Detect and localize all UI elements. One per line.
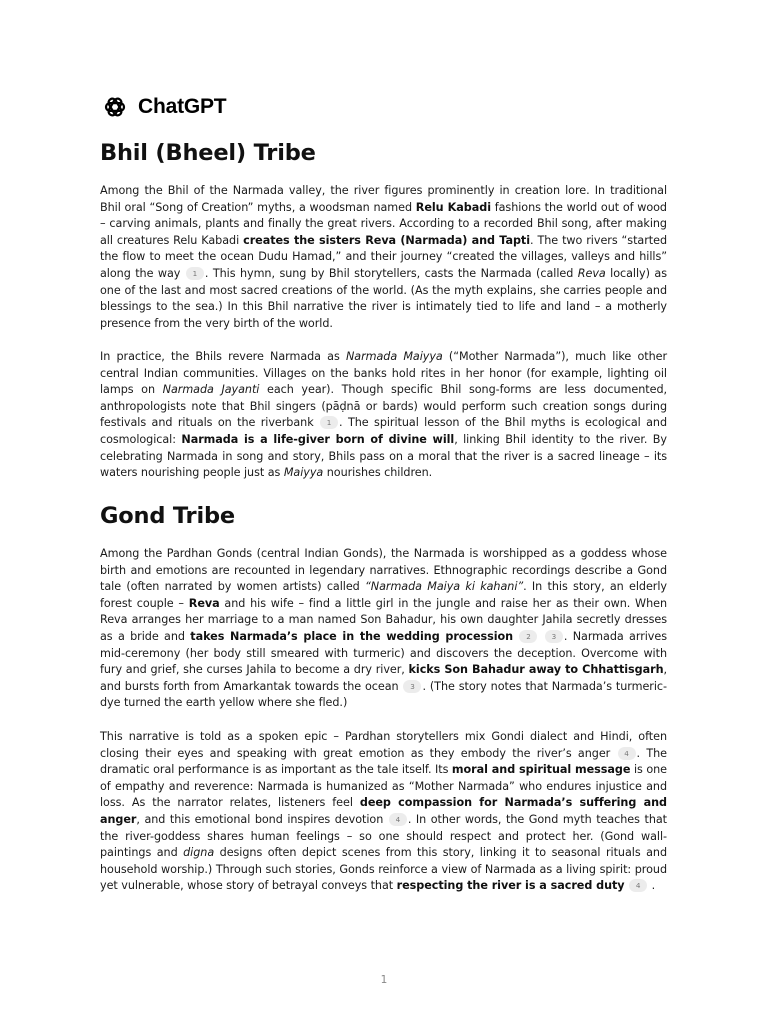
section-title-bhil: Bhil (Bheel) Tribe xyxy=(100,140,316,166)
text-run: and his wife – find a little girl in the jungle and raise her as their own. When Reva arranges her marriage to a man named Son Bahadur, his own daughter Jahila secretly dresses as a bride and xyxy=(100,596,667,643)
text-run xyxy=(625,879,629,892)
text-run: . xyxy=(648,879,656,893)
text-run: In practice, the Bhils revere Narmada as xyxy=(100,350,346,363)
text-run: . In this story, an elderly forest couple – xyxy=(100,580,667,610)
text-run: . This hymn, sung by Bhil storytellers, casts the Narmada (called xyxy=(204,266,578,280)
section-title-gond: Gond Tribe xyxy=(100,503,235,529)
text-run xyxy=(513,630,518,643)
citation-badge: 4 xyxy=(618,747,636,760)
bold-text: Narmada is a life-giver born of divine will xyxy=(181,432,455,446)
text-run: locally) as one of the last and most sacred creations of the world. (As the myth explains, she carries people and blessings to the sea.) In this Bhil narrative the river is intimately tied to life and land – a motherly presence from the very birth of the world. xyxy=(100,266,667,330)
italic-text: “Narmada Maiya ki kahani” xyxy=(365,580,524,594)
text-run: Among the Pardhan Gonds (central Indian Gonds), the Narmada is worshipped as a goddess whose birth and emotions are recounted in legendary narratives. Ethnographic recordings describe a Gond tale (often narrated by women artists) called xyxy=(100,547,667,594)
text-run: each year). Though specific Bhil song-forms are less documented, anthropologists note that Bhil singers (pāḍnā or bards) would perform such creation songs during festivals and rituals on the riverbank xyxy=(100,383,668,430)
text-run: , linking Bhil identity to the river. By celebrating Narmada in song and story, Bhils pass on a moral that the river is a sacred lineage – its waters nourishing people just as xyxy=(100,432,667,480)
text-run xyxy=(538,630,543,643)
text-run: . Narmada arrives mid-ceremony (her body still smeared with turmeric) and discovers the deception. Overcome with fury and grief, she curses Jahila to become a dry river, xyxy=(100,629,667,677)
text-run: . The dramatic oral performance is as important as the tale itself. Its xyxy=(100,746,667,777)
citation-badge: 3 xyxy=(403,680,421,693)
page-number: 1 xyxy=(380,974,388,986)
citation-badge: 4 xyxy=(629,879,647,892)
citation-badge: 1 xyxy=(186,267,204,280)
paragraph xyxy=(100,729,667,895)
text-run: . In other words, the Gond myth teaches that the river-goddess shares human feelings – so one should respect and protect her. (Gond wall-paintings and xyxy=(100,812,667,860)
bold-text: kicks Son Bahadur away to Chhattisgarh xyxy=(408,663,664,677)
bold-text: creates the sisters Reva (Narmada) and Tapti xyxy=(243,233,530,247)
italic-text: Narmada Jayanti xyxy=(162,383,260,397)
text-run: This narrative is told as a spoken epic – Pardhan storytellers mix Gondi dialect and Hindi, often closing their eyes and speaking with great emotion as they embody the river’s anger xyxy=(100,730,667,760)
text-run: . (The story notes that Narmada’s turmeric-dye turned the earth yellow where she fled.) xyxy=(100,679,667,710)
bold-text: Relu Kabadi xyxy=(415,200,491,214)
italic-text: Reva xyxy=(577,266,606,280)
text-run: , and this emotional bond inspires devotion xyxy=(136,812,388,826)
text-run: , and bursts forth from Amarkantak towards the ocean xyxy=(100,663,667,693)
citation-badge: 2 xyxy=(519,630,537,643)
text-run: fashions the world out of wood – carving animals, plants and finally the great rivers. According to a recorded Bhil song, after making all creatures Relu Kabadi xyxy=(100,200,667,247)
text-run: (“Mother Narmada”), much like other central Indian communities. Villages on the banks hold rites in her honor (for example, lighting oil lamps on xyxy=(100,350,668,397)
text-run: Among the Bhil of the Narmada valley, the river figures prominently in creation lore. In traditional Bhil oral “Song of Creation” myths, a woodsman named xyxy=(100,184,667,214)
brand-name: ChatGPT xyxy=(138,95,227,118)
bold-text: respecting the river is a sacred duty xyxy=(396,879,625,893)
paragraph xyxy=(100,546,667,712)
bold-text: moral and spiritual message xyxy=(451,763,631,777)
italic-text: digna xyxy=(183,846,215,860)
text-run: . The two rivers “started the flow to meet the ocean Dudu Hamad,” and their journey “created the villages, valleys and hills” along the way xyxy=(100,233,667,280)
paragraph xyxy=(100,349,667,482)
text-run: nourishes children. xyxy=(323,466,433,480)
text-run: is one of empathy and reverence: Narmada is humanized as “Mother Narmada” who endures injustice and loss. As the narrator relates, listeners feel xyxy=(100,763,667,810)
citation-badge: 3 xyxy=(545,630,563,643)
text-run: . The spiritual lesson of the Bhil myths is ecological and cosmological: xyxy=(100,416,667,446)
brand-header xyxy=(100,92,226,122)
bold-text: Reva xyxy=(188,596,220,610)
bold-text: takes Narmada’s place in the wedding procession xyxy=(190,629,514,643)
paragraph xyxy=(100,183,667,332)
bold-text: deep compassion for Narmada’s suffering and anger xyxy=(100,796,667,826)
italic-text: Maiyya xyxy=(283,466,324,480)
openai-knot-icon xyxy=(100,92,130,122)
text-run: designs often depict scenes from this story, linking it to seasonal rituals and household worship.) Through such stories, Gonds reinforce a view of Narmada as a living spirit: proud yet vulnerable, whose story of betrayal conveys that xyxy=(100,846,667,893)
citation-badge: 1 xyxy=(320,416,338,429)
citation-badge: 4 xyxy=(389,813,407,826)
italic-text: Narmada Maiyya xyxy=(345,350,443,363)
